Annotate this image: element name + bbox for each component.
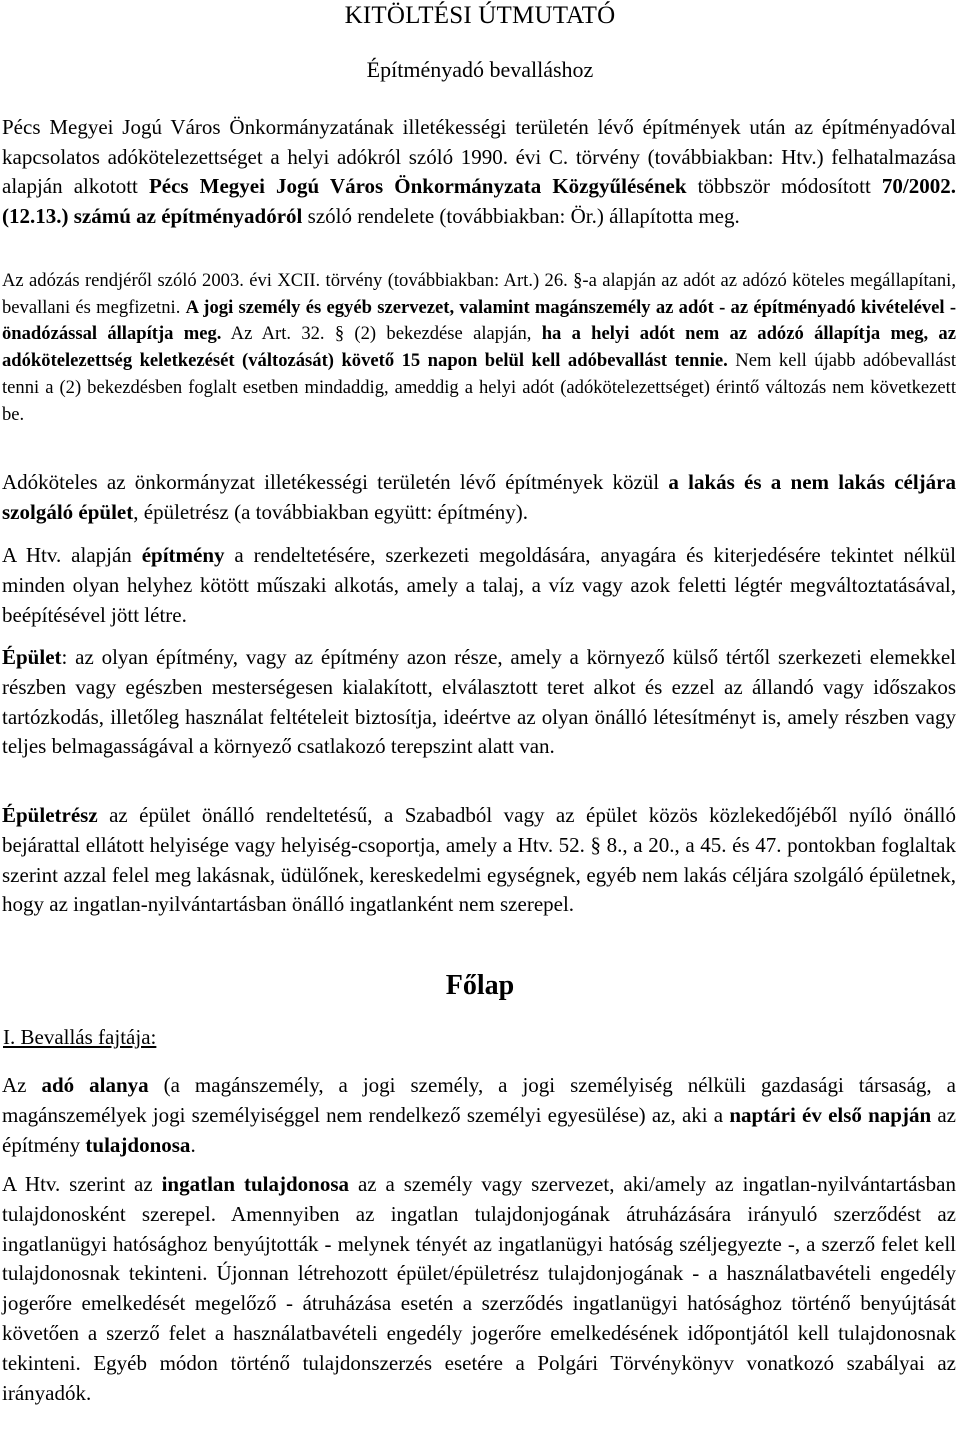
bold-text-run: Pécs Megyei Jogú Város Önkormányzata Közgyűlésének [148, 174, 687, 198]
epuletresz-definition-paragraph [2, 801, 956, 920]
text-run: Nem kell újabb adóbevallást tenni a (2) bekezdésben foglalt esetben mindaddig, ameddig a helyi adót (adókötelezettséget) érintő változás nem következett be. [2, 350, 956, 425]
tax-subject-paragraph [2, 1071, 956, 1160]
epulet-definition-paragraph [2, 643, 956, 762]
text-run: . [190, 1132, 196, 1157]
bold-text-run: 70/2002. (12.13.) számú az építményadóról [2, 174, 956, 228]
bold-text-run: a lakás és a nem lakás céljára szolgáló épület [2, 470, 956, 524]
bold-text-run: Épületrész [2, 803, 98, 827]
text-run: az épület önálló rendeltetésű, a Szabadból vagy az épület közös közlekedőjéből nyíló önálló bejárattal ellátott helyisége vagy helyiség-csoportja, amely a Htv. 52. § 8., a 20., a 45. és 47. pontokban foglaltak szerint azzal felel meg lakásnak, üdülőnek, kereskedelmi egységnek, egyéb nem lakás céljára szolgáló épületnek, hogy az ingatlan-nyilvántartásban önálló ingatlanként nem szerepel. [2, 803, 956, 917]
bold-text-run: ingatlan tulajdonosa [161, 1172, 350, 1196]
text-run: Az Art. 32. § (2) bekezdése alapján, [221, 323, 542, 345]
text-run: A Htv. alapján [2, 543, 142, 567]
text-run: az a személy vagy szervezet, aki/amely az ingatlan-nyilvántartásban tulajdonosként szerepel. Amennyiben az ingatlan tulajdonjogának átruházására irányuló szerződést az ingatlanügyi hatósághoz benyújtották - melynek tényét az ingatlanügyi hatóság széljegyezte -, a szerző felet kell tulajdonosnak tekinteni. Újonnan létrehozott épület/épületrész tulajdonjogának - a használatbavételi engedély jogerőre emelkedését megelőző - átruházása esetén a szerződés ingatlanügyi hatósághoz történő benyújtását követően a szerző felet a használatbavételi engedély jogerőre emelkedésének időpontjától kell tulajdonosnak tekinteni. Egyéb módon történő tulajdonszerzés esetére a Polgári Törvénykönyv vonatkozó szabályai az irányadók. [2, 1172, 956, 1405]
bold-text-run: építmény [141, 543, 225, 567]
document-title: KITÖLTÉSI ÚTMUTATÓ [344, 2, 616, 29]
bold-text-run: naptári év első napján [729, 1102, 932, 1127]
part-heading: I. Bevallás fajtája: [3, 1025, 157, 1049]
document-subtitle: Építményadó bevalláshoz [366, 57, 594, 82]
text-run: a rendeltetésére, szerkezeti megoldására, anyagára és kiterjedésére tekintet nélkül minden olyan helyhez kötött műszaki alkotás, amely a talaj, a víz vagy azok feletti légtér megváltoztatásával, beépítésével jött létre. [2, 543, 957, 627]
section-heading: Főlap [445, 970, 515, 1001]
text-run: az építmény [2, 1102, 956, 1157]
text-run: szóló rendelete (továbbiakban: Ör.) állapította meg. [302, 203, 740, 228]
text-run: (a magánszemély, a jogi személy, a jogi személyiség nélküli gazdasági társaság, a magánszemélyek jogi személyiséggel nem rendelkező személyi egyesülése) az, aki a [2, 1073, 956, 1127]
intro-paragraph [2, 113, 956, 231]
text-run: Adóköteles az önkormányzat illetékességi területén lévő építmények közül [2, 470, 669, 494]
bold-text-run: ha a helyi adót nem az adózó állapítja meg, az adókötelezettség keletkezését (változását) követő 15 napon belül kell adóbevallást tennie. [2, 323, 956, 372]
text-run: Az [2, 1073, 42, 1097]
owner-paragraph [2, 1170, 956, 1408]
bold-text-run: adó alanya [41, 1073, 149, 1097]
text-run: Pécs Megyei Jogú Város Önkormányzatának illetékességi területén lévő építmények után az építményadóval kapcsolatos adókötelezettséget a helyi adókról szóló 1990. évi C. törvény (továbbiakban: Htv.) felhatalmazása alapján alkotott [2, 115, 956, 198]
text-run: A Htv. szerint az [2, 1172, 162, 1196]
text-run: többször módosított [686, 174, 882, 198]
bold-text-run: Épület [2, 645, 62, 669]
bold-text-run: A jogi személy és egyéb szervezet, valamint magánszemély az adót - az építményadó kivételével - önadózással állapítja meg. [2, 296, 957, 345]
building-definition-paragraph [2, 541, 956, 630]
text-run: Az adózás rendjéről szóló 2003. évi XCII. törvény (továbbiakban: Art.) 26. §-a alapján az adót az adózó köteles megállapítani, bevallani és megfizetni. [2, 270, 956, 318]
bold-text-run: tulajdonosa [85, 1132, 191, 1157]
text-run: , épületrész (a továbbiakban együtt: építmény). [133, 499, 529, 524]
text-run: : az olyan építmény, vagy az építmény azon része, amely a környező külső tértől szerkezeti elemekkel részben vagy egészben mesterségesen kialakított, elválasztott teret alkot és ezzel az állandó vagy időszakos tartózkodás, illetőleg használat feltételeit biztosítja, ideértve az olyan önálló létesítményt is, amely részben vagy teljes belmagasságával a környező csatlakozó terepszint alatt van. [2, 645, 956, 759]
art-paragraph [2, 268, 956, 428]
taxable-paragraph [2, 468, 956, 528]
